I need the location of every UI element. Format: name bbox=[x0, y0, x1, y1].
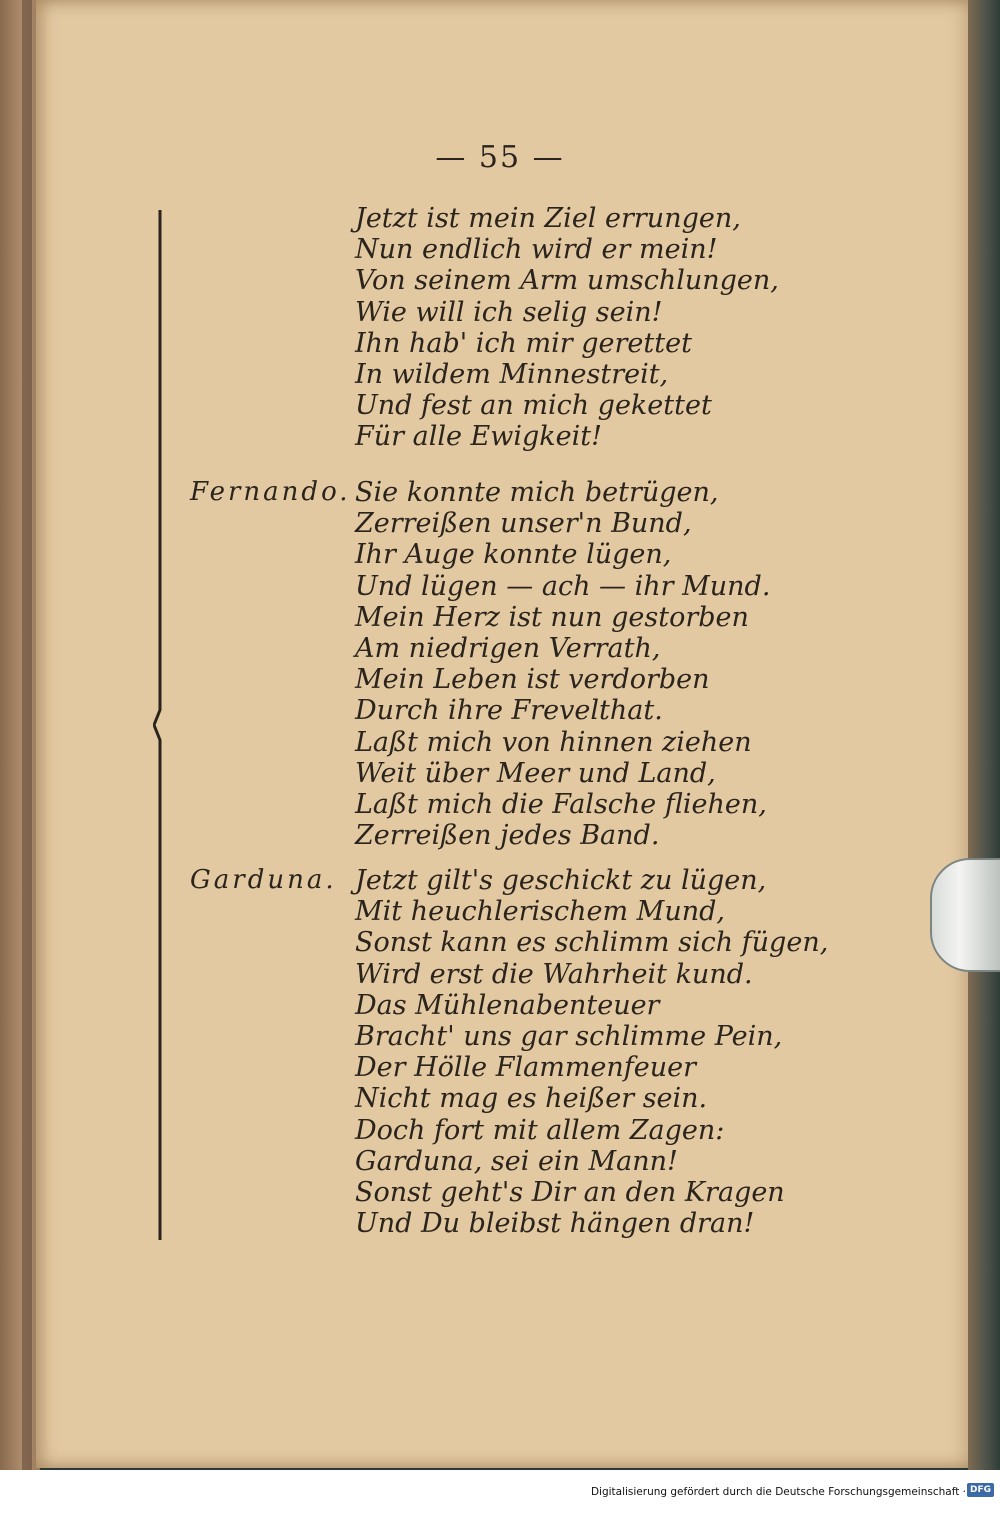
verse-line: Weit über Meer und Land, bbox=[355, 757, 716, 789]
verse-line: Sonst kann es schlimm sich fügen, bbox=[355, 927, 829, 959]
verse-line: Zerreißen jedes Band. bbox=[355, 820, 660, 852]
verse-line: Laßt mich von hinnen ziehen bbox=[355, 726, 752, 758]
verse-line: Mein Leben ist verdorben bbox=[355, 664, 710, 696]
verse-line: Laßt mich die Falsche fliehen, bbox=[355, 788, 767, 820]
verse-lines bbox=[355, 477, 770, 851]
right-page-edge bbox=[968, 0, 1000, 1470]
speaker-brace bbox=[153, 210, 163, 1240]
verse-line: Sie konnte mich betrügen, bbox=[355, 477, 719, 508]
verse-line: Nun endlich wird er mein! bbox=[355, 234, 718, 266]
page-number: — 55 — bbox=[435, 140, 565, 175]
left-page-edge bbox=[0, 0, 40, 1470]
speaker-label: Fernando. bbox=[190, 477, 351, 507]
verse-line: Bracht' uns gar schlimme Pein, bbox=[355, 1020, 783, 1052]
verse-line: Von seinem Arm umschlungen, bbox=[355, 265, 779, 297]
verse-line: Der Hölle Flammenfeuer bbox=[355, 1052, 697, 1084]
verse-line: Ihr Auge konnte lügen, bbox=[355, 539, 672, 571]
verse-line: Jetzt gilt's geschickt zu lügen, bbox=[355, 865, 767, 896]
speaker-label: Garduna. bbox=[190, 865, 337, 895]
verse-line: Mit heuchlerischem Mund, bbox=[355, 896, 725, 928]
verse-line: Wird erst die Wahrheit kund. bbox=[355, 958, 753, 990]
verse-line: Am niedrigen Verrath, bbox=[355, 632, 661, 664]
dfg-logo: DFG bbox=[967, 1483, 994, 1497]
verse-lines bbox=[355, 203, 779, 453]
verse-line: Doch fort mit allem Zagen: bbox=[355, 1114, 725, 1146]
page-clip bbox=[930, 858, 1000, 972]
footer-bar bbox=[0, 1470, 1000, 1513]
verse-line: Durch ihre Frevelthat. bbox=[355, 695, 663, 727]
verse-lines bbox=[355, 865, 828, 1239]
verse-line: Ihn hab' ich mir gerettet bbox=[355, 327, 692, 359]
verse-line: Nicht mag es heißer sein. bbox=[355, 1083, 708, 1115]
left-binding-shadow bbox=[22, 0, 32, 1470]
verse-line: Und fest an mich gekettet bbox=[355, 390, 712, 422]
verse-line: Sonst geht's Dir an den Kragen bbox=[355, 1176, 785, 1208]
verse-line: Das Mühlenabenteuer bbox=[355, 989, 660, 1021]
verse-line: Für alle Ewigkeit! bbox=[355, 421, 602, 453]
verse-line: In wildem Minnestreit, bbox=[355, 358, 669, 390]
verse-line: Und Du bleibst hängen dran! bbox=[355, 1208, 755, 1240]
verse-line: Wie will ich selig sein! bbox=[355, 296, 663, 328]
verse-line: Jetzt ist mein Ziel errungen, bbox=[355, 203, 741, 234]
verse-line: Garduna, sei ein Mann! bbox=[355, 1145, 678, 1177]
verse-line: Und lügen — ach — ihr Mund. bbox=[355, 570, 771, 602]
verse-line: Mein Herz ist nun gestorben bbox=[355, 601, 749, 633]
verse-line: Zerreißen unser'n Bund, bbox=[355, 508, 692, 540]
footer-credit: Digitalisierung gefördert durch die Deutsche Forschungsgemeinschaft · bbox=[590, 1486, 966, 1498]
